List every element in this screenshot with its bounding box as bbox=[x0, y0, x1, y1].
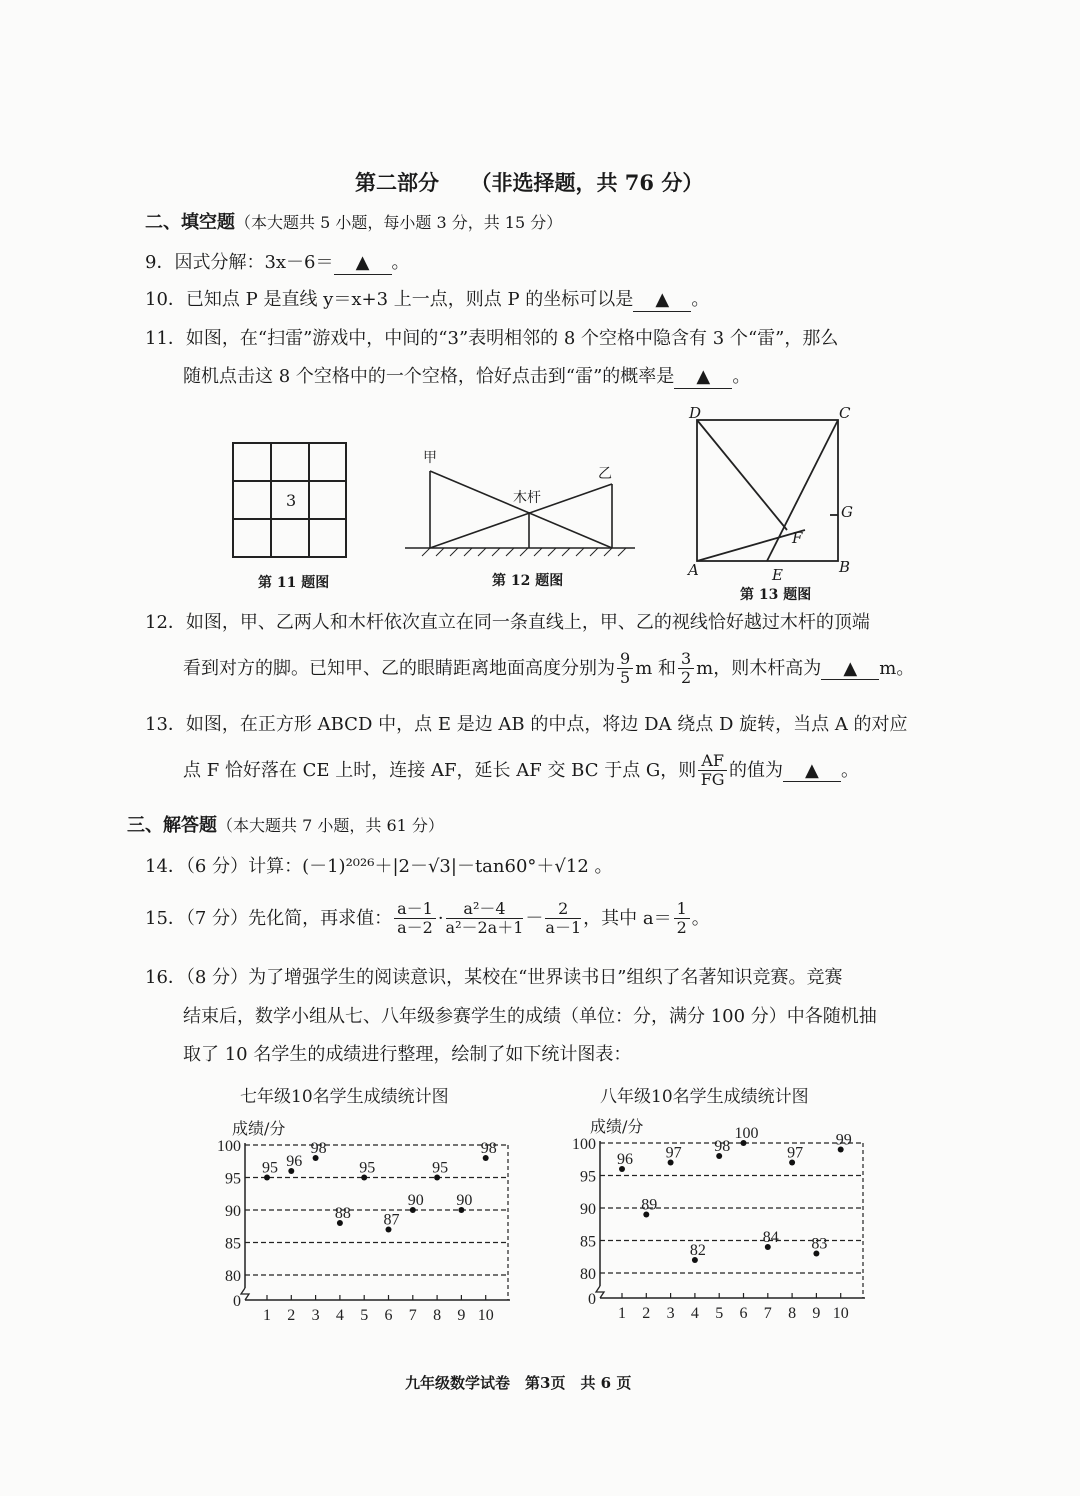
part-title: 第二部分 （非选择题，共 76 分） bbox=[355, 170, 704, 195]
figure-12-caption: 第 12 题图 bbox=[492, 573, 564, 589]
data-label: 90 bbox=[456, 1192, 473, 1209]
data-label: 95 bbox=[432, 1159, 449, 1177]
x-tick-label: 9 bbox=[457, 1307, 466, 1324]
data-label: 95 bbox=[262, 1159, 278, 1177]
x-tick-label: 9 bbox=[812, 1305, 821, 1322]
chart-7-ylabel: 成绩/分 bbox=[232, 1119, 286, 1138]
x-tick-label: 3 bbox=[666, 1305, 675, 1322]
answer-blank: ▲ bbox=[633, 289, 691, 312]
question-14: 14．（6 分）计算：(－1)²⁰²⁶＋|2－√3|－tan60°＋√12 。 bbox=[145, 856, 613, 877]
data-label: 100 bbox=[734, 1125, 759, 1142]
data-label: 99 bbox=[835, 1131, 852, 1149]
question-12-line2: 看到对方的脚。已知甲、乙的眼睛距离地面高度分别为 $\frac{9}{5}$ m 和 $\frac{3}{2}$ m，则木杆高为 ▲ m。 bbox=[183, 649, 915, 688]
y-tick-label: 90 bbox=[580, 1201, 596, 1218]
label-yi: 乙 bbox=[598, 466, 612, 482]
y-tick-label: 100 bbox=[217, 1138, 241, 1155]
question-12-line1: 12．如图，甲、乙两人和木杆依次直立在同一条直线上，甲、乙的视线恰好越过木杆的顶端 bbox=[145, 612, 870, 633]
question-16-line3: 取了 10 名学生的成绩进行整理，绘制了如下统计图表： bbox=[183, 1044, 632, 1065]
axis-break bbox=[596, 1286, 604, 1298]
question-16-line1: 16．（8 分）为了增强学生的阅读意识，某校在“世界读书日”组织了名著知识竞赛。竞赛 bbox=[145, 967, 843, 988]
label-pole: 木杆 bbox=[513, 490, 541, 506]
x-tick-label: 7 bbox=[763, 1305, 772, 1322]
answer-blank: ▲ bbox=[821, 658, 879, 681]
answer-blank: ▲ bbox=[674, 366, 732, 389]
x-tick-label: 6 bbox=[384, 1307, 393, 1324]
answer-blank: ▲ bbox=[334, 252, 392, 275]
figure-13-caption: 第 13 题图 bbox=[740, 587, 812, 603]
figure-13-square bbox=[680, 405, 860, 575]
y-tick-label: 0 bbox=[588, 1291, 596, 1308]
label-jia: 甲 bbox=[423, 450, 437, 466]
x-tick-label: 4 bbox=[690, 1305, 699, 1322]
chart-7th-grade bbox=[205, 1130, 525, 1324]
page-footer: 九年级数学试卷 第3页 共 6 页 bbox=[405, 1374, 632, 1392]
figure-11-caption: 第 11 题图 bbox=[258, 575, 330, 591]
data-label: 98 bbox=[480, 1140, 497, 1157]
question-16-line2: 结束后，数学小组从七、八年级参赛学生的成绩（单位：分，满分 100 分）中各随机抽 bbox=[183, 1006, 877, 1027]
question-11-line1: 11．如图，在“扫雷”游戏中，中间的“3”表明相邻的 8 个空格中隐含有 3 个“雷”，那么 bbox=[145, 328, 839, 349]
section-3-heading: 三、解答题（本大题共 7 小题，共 61 分） bbox=[127, 815, 444, 836]
point-g-label: G bbox=[841, 503, 853, 521]
data-label: 96 bbox=[286, 1153, 303, 1170]
y-tick-label: 95 bbox=[580, 1168, 596, 1186]
y-tick-label: 80 bbox=[225, 1268, 241, 1285]
x-tick-label: 1 bbox=[618, 1305, 626, 1322]
x-tick-label: 5 bbox=[360, 1307, 369, 1324]
data-label: 82 bbox=[689, 1242, 706, 1259]
x-tick-label: 10 bbox=[832, 1305, 849, 1322]
x-tick-label: 2 bbox=[287, 1307, 296, 1324]
x-tick-label: 6 bbox=[739, 1305, 748, 1322]
grid-center-number: 3 bbox=[286, 491, 297, 510]
y-tick-label: 100 bbox=[572, 1136, 596, 1153]
question-10: 10．已知点 P 是直线 y＝x+3 上一点，则点 P 的坐标可以是 ▲ 。 bbox=[145, 289, 710, 310]
question-13-line2: 点 F 恰好落在 CE 上时，连接 AF，延长 AF 交 BC 于点 G，则 $\frac{AF}{FG}$ 的值为 ▲ 。 bbox=[183, 751, 859, 790]
point-b-label: B bbox=[839, 558, 851, 576]
question-15: 15．（7 分）先化简，再求值： $\frac{a-1}{a-2}$ · $\frac{\text{a²－4}}{\text{a²－2a＋1}}$ － $\frac{2}{a-1}$ ，其中 a＝ $\frac{1}{2}$ 。 bbox=[145, 899, 710, 938]
axis-break bbox=[241, 1288, 249, 1300]
data-label: 89 bbox=[641, 1196, 658, 1214]
y-tick-label: 80 bbox=[580, 1266, 596, 1283]
section-2-heading: 二、填空题（本大题共 5 小题，每小题 3 分，共 15 分） bbox=[145, 212, 563, 233]
data-label: 83 bbox=[811, 1235, 828, 1253]
x-tick-label: 2 bbox=[642, 1305, 651, 1322]
data-label: 98 bbox=[714, 1138, 731, 1155]
y-tick-label: 85 bbox=[580, 1233, 596, 1251]
data-label: 88 bbox=[334, 1205, 351, 1222]
x-tick-label: 10 bbox=[477, 1307, 494, 1324]
chart-7-title: 七年级10名学生成绩统计图 bbox=[240, 1087, 449, 1107]
data-label: 97 bbox=[665, 1144, 682, 1162]
data-label: 97 bbox=[787, 1144, 804, 1162]
chart-8-ylabel: 成绩/分 bbox=[590, 1117, 644, 1136]
x-tick-label: 1 bbox=[263, 1307, 271, 1324]
y-tick-label: 90 bbox=[225, 1203, 241, 1220]
point-d-label: D bbox=[689, 404, 702, 422]
data-label: 98 bbox=[310, 1140, 327, 1157]
x-tick-label: 4 bbox=[335, 1307, 344, 1324]
x-tick-label: 7 bbox=[408, 1307, 417, 1324]
question-13-line1: 13．如图，在正方形 ABCD 中，点 E 是边 AB 的中点，将边 DA 绕点 D 旋转，当点 A 的对应 bbox=[145, 714, 908, 735]
point-a-label: A bbox=[688, 561, 699, 579]
y-tick-label: 0 bbox=[233, 1293, 241, 1310]
data-label: 84 bbox=[762, 1229, 779, 1246]
data-label: 87 bbox=[383, 1211, 400, 1229]
question-9: 9．因式分解：3x－6＝ ▲ 。 bbox=[145, 252, 410, 273]
data-label: 96 bbox=[617, 1151, 633, 1168]
data-label: 90 bbox=[407, 1192, 424, 1209]
chart-8-title: 八年级10名学生成绩统计图 bbox=[600, 1087, 809, 1107]
question-11-line2: 随机点击这 8 个空格中的一个空格，恰好点击到“雷”的概率是 ▲ 。 bbox=[183, 366, 751, 387]
point-c-label: C bbox=[839, 404, 851, 422]
x-tick-label: 8 bbox=[788, 1305, 797, 1322]
x-tick-label: 3 bbox=[311, 1307, 320, 1324]
x-tick-label: 8 bbox=[433, 1307, 442, 1324]
data-label: 95 bbox=[359, 1159, 376, 1177]
y-tick-label: 95 bbox=[225, 1170, 241, 1188]
answer-blank: ▲ bbox=[783, 760, 841, 783]
point-e-label: E bbox=[772, 566, 783, 584]
x-tick-label: 5 bbox=[715, 1305, 724, 1322]
y-tick-label: 85 bbox=[225, 1235, 241, 1253]
point-f-label: F bbox=[792, 529, 803, 547]
